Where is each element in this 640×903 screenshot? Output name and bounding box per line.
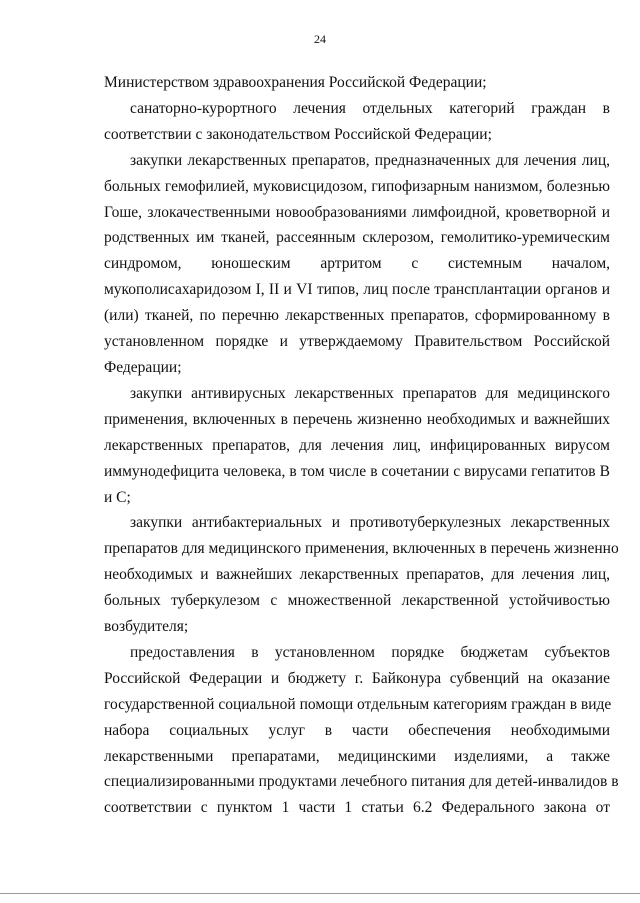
paragraph	[104, 381, 610, 511]
text-line: закупки лекарственных препаратов, предназначенных для лечения лиц,	[130, 151, 610, 169]
text-line: соответствии с пунктом 1 части 1 статьи 6.2 Федерального закона от	[104, 799, 610, 817]
text-line: лекарственными препаратами, медицинскими изделиями, а также	[104, 747, 610, 765]
paragraph	[104, 510, 619, 640]
text-line: закупки антивирусных лекарственных препаратов для медицинского	[130, 384, 610, 402]
text-line: санаторно-курортного лечения отдельных категорий граждан в	[130, 99, 610, 117]
document-body	[104, 70, 619, 821]
paragraph	[104, 96, 610, 148]
text-line: (или) тканей, по перечню лекарственных препаратов, сформированному в	[104, 307, 610, 325]
text-line: соответствии с законодательством Российской Федерации;	[104, 125, 492, 143]
text-line: специализированными продуктами лечебного питания для детей-инвалидов в	[104, 773, 619, 791]
text-line: и С;	[104, 488, 131, 506]
text-line: государственной социальной помощи отдельным категориям граждан в виде	[104, 695, 612, 713]
text-line: Министерством здравоохранения Российской Федерации;	[104, 74, 487, 91]
page-edge-divider	[0, 893, 640, 894]
text-line: необходимых и важнейших лекарственных препаратов, для лечения лиц,	[104, 566, 610, 584]
paragraph	[104, 70, 610, 96]
text-line: родственных им тканей, рассеянным склерозом, гемолитико-уремическим	[104, 229, 610, 247]
text-line: Гоше, злокачественными новообразованиями лимфоидной, кроветворной и	[104, 203, 610, 221]
text-line: закупки антибактериальных и противотуберкулезных лекарственных	[130, 514, 610, 532]
text-line: синдромом, юношеским артритом с системным началом,	[104, 255, 610, 273]
text-line: установленном порядке и утверждаемому Правительством Российской	[104, 333, 610, 351]
text-line: Российской Федерации и бюджету г. Байконура субвенций на оказание	[104, 669, 610, 687]
text-line: набора социальных услуг в части обеспечения необходимыми	[104, 721, 610, 739]
text-line: препаратов для медицинского применения, включенных в перечень жизненно	[104, 540, 619, 558]
text-line: иммунодефицита человека, в том числе в сочетании с вирусами гепатитов В	[104, 462, 610, 480]
text-line: лекарственных препаратов, для лечения лиц, инфицированных вирусом	[104, 436, 610, 454]
text-line: больных туберкулезом с множественной лекарственной устойчивостью	[104, 592, 610, 610]
text-line: мукополисахаридозом I, II и VI типов, лиц после трансплантации органов и	[104, 281, 610, 299]
text-line: применения, включенных в перечень жизненно необходимых и важнейших	[104, 410, 610, 428]
paragraph	[104, 148, 610, 381]
text-line: предоставления в установленном порядке бюджетам субъектов	[130, 643, 610, 661]
text-line: возбудителя;	[104, 618, 189, 636]
text-line: больных гемофилией, муковисцидозом, гипофизарным нанизмом, болезнью	[104, 177, 610, 195]
text-line: Федерации;	[104, 358, 182, 376]
paragraph	[104, 640, 619, 821]
page-number: 24	[314, 32, 326, 46]
